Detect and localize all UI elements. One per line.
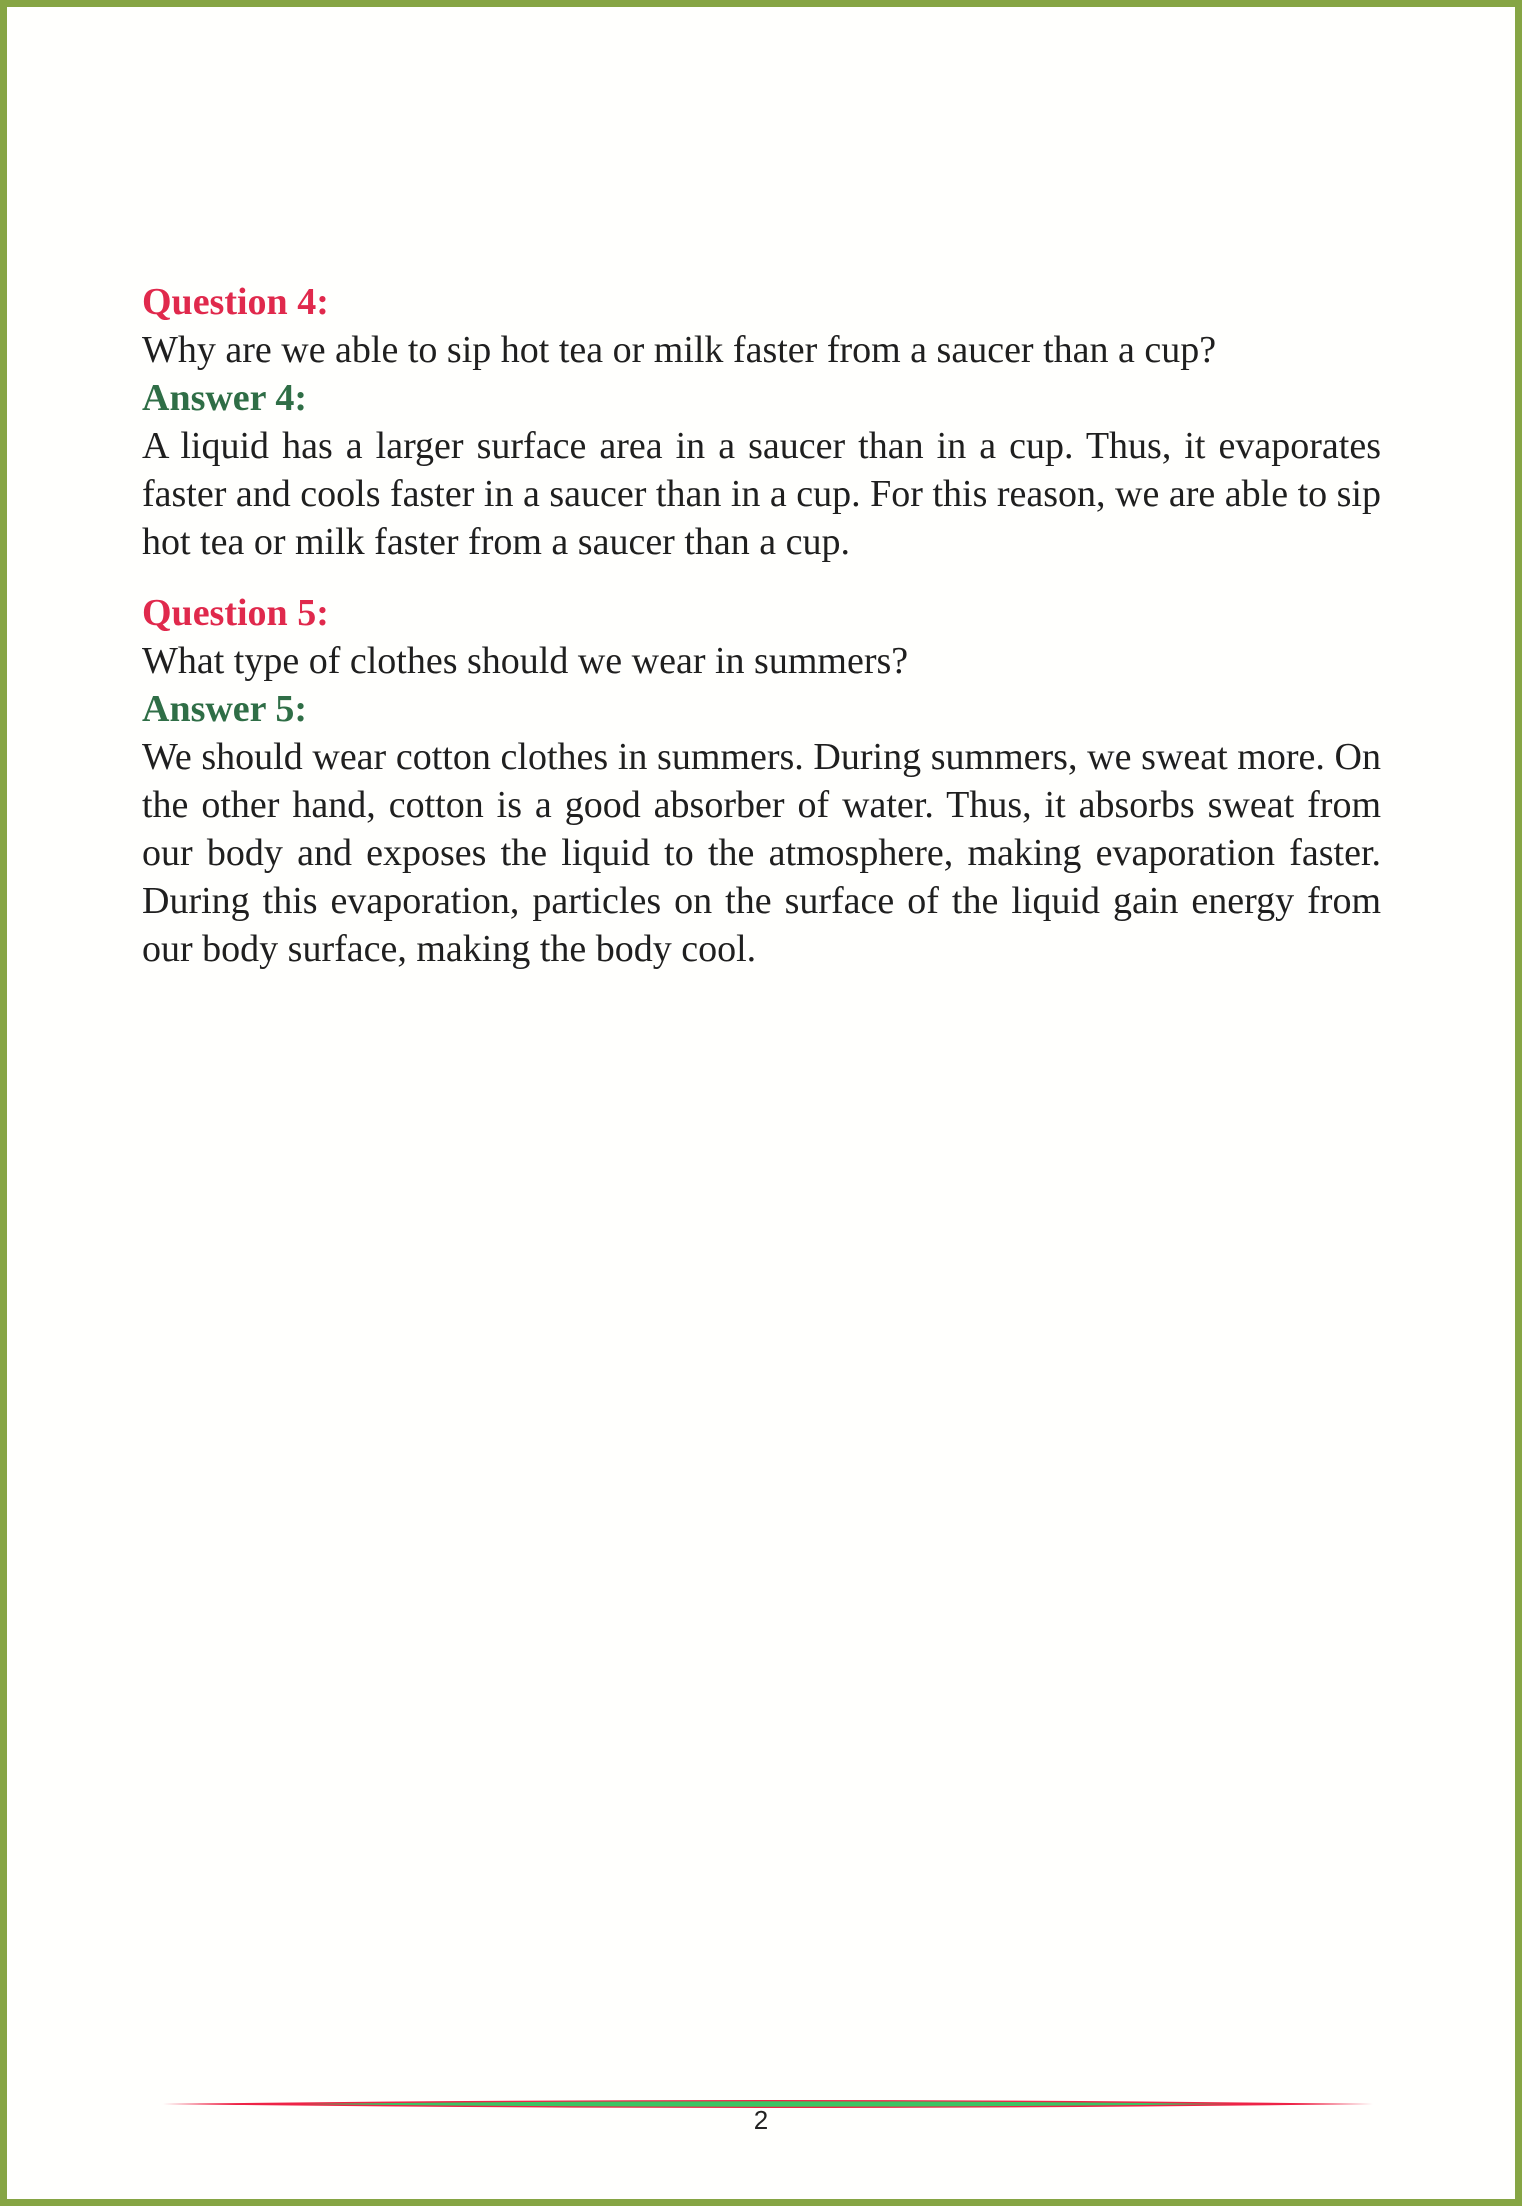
question-5-label: Question 5: <box>142 592 329 634</box>
question-5-text: What type of clothes should we wear in summers? <box>142 640 909 682</box>
answer-4-text: A liquid has a larger surface area in a saucer than in a cup. Thus, it evaporates faster and cools faster in a saucer than in a cup. For this reason, we are able to sip hot tea or milk faster from a saucer than a cup. <box>142 425 1381 563</box>
answer-4-label: Answer 4: <box>142 377 308 419</box>
answer-5-text: We should wear cotton clothes in summers. During summers, we sweat more. On the other hand, cotton is a good absorber of water. Thus, it absorbs sweat from our body and exposes the liquid to the atmosphere, making evaporation faster. During this evaporation, particles on the surface of the liquid gain energy from our body surface, making the body cool. <box>142 736 1381 970</box>
qa-section-question-5 <box>142 589 1381 973</box>
question-4-label: Question 4: <box>142 281 329 323</box>
answer-5-label: Answer 5: <box>142 688 308 730</box>
page-number: 2 <box>753 2105 769 2135</box>
question-4-text: Why are we able to sip hot tea or milk faster from a saucer than a cup? <box>142 329 1217 371</box>
page-content <box>7 7 1515 973</box>
qa-section-question-4 <box>142 278 1381 566</box>
